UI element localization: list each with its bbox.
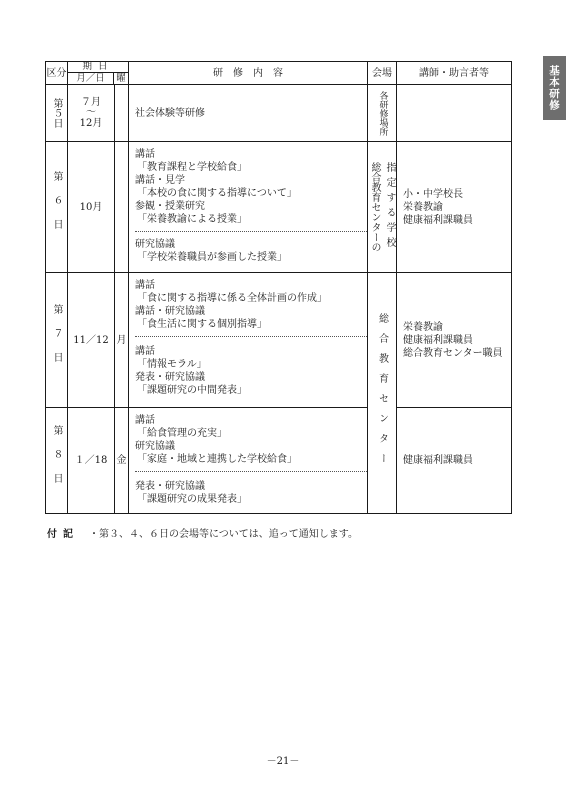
lecturer-cell: 小・中学校長 栄養教諭 健康福利課職員 xyxy=(397,142,512,273)
header-month-day: 月／日 xyxy=(76,73,105,84)
footnote-label: 付記 xyxy=(47,529,79,540)
date-cell: 11／12 xyxy=(68,273,115,408)
venue-cell: 総合教育センター xyxy=(368,273,397,514)
header-venue: 会場 xyxy=(368,62,397,85)
date-cell: 10月 xyxy=(68,142,115,273)
content-cell: 講話 「給食管理の充実」 研究協議 「家庭・地域と連携した学校給食」 発表・研究協議 「課題研究の成果発表」 xyxy=(129,408,368,514)
table-row xyxy=(46,85,512,142)
content-cell: 社会体験等研修 xyxy=(129,85,368,142)
venue-cell: 各研修場所 xyxy=(368,85,397,142)
table-row xyxy=(46,273,512,408)
venue-cell: 指定する学校 総合教育センターの xyxy=(368,142,397,273)
schedule-table xyxy=(45,61,512,514)
header-content: 研 修 内 容 xyxy=(129,62,368,85)
header-row xyxy=(46,62,512,85)
header-kubun: 区分 xyxy=(46,62,68,85)
lecturer-cell xyxy=(397,85,512,142)
page-number: －21－ xyxy=(266,756,300,767)
day-label: 第５日 xyxy=(46,85,68,142)
weekday-cell xyxy=(115,142,129,273)
day-label: 第７日 xyxy=(46,273,68,408)
footnote xyxy=(47,525,358,540)
section-tab xyxy=(543,56,566,120)
day-label: 第８日 xyxy=(46,408,68,514)
header-period xyxy=(68,62,129,85)
date-cell: １／18 xyxy=(68,408,115,514)
table-row xyxy=(46,408,512,514)
content-cell: 講話 「食に関する指導に係る全体計画の作成」 講話・研究協議 「食生活に関する個別指導」 講話 「情報モラル」 発表・研究協議 「課題研究の中間発表」 xyxy=(129,273,368,408)
footnote-text: ・第３、４、６日の会場等については、追って通知します。 xyxy=(89,529,358,540)
table-row xyxy=(46,142,512,273)
section-tab-label: 基本研修 xyxy=(548,65,560,111)
header-weekday: 曜 xyxy=(113,73,128,84)
date-cell: ７月 〜 12月 xyxy=(68,85,115,142)
day-label: 第６日 xyxy=(46,142,68,273)
header-lecturer: 講師・助言者等 xyxy=(397,62,512,85)
weekday-cell: 月 xyxy=(115,273,129,408)
content-cell: 講話 「教育課程と学校給食」 講話・見学 「本校の食に関する指導について」 参観・授業研究 「栄養教諭による授業」 研究協議 「学校栄養職員が参画した授業」 xyxy=(129,142,368,273)
header-kijitsu: 期日 xyxy=(68,62,128,73)
lecturer-cell: 健康福利課職員 xyxy=(397,408,512,514)
weekday-cell xyxy=(115,85,129,142)
weekday-cell: 金 xyxy=(115,408,129,514)
lecturer-cell: 栄養教諭 健康福利課職員 総合教育センター職員 xyxy=(397,273,512,408)
